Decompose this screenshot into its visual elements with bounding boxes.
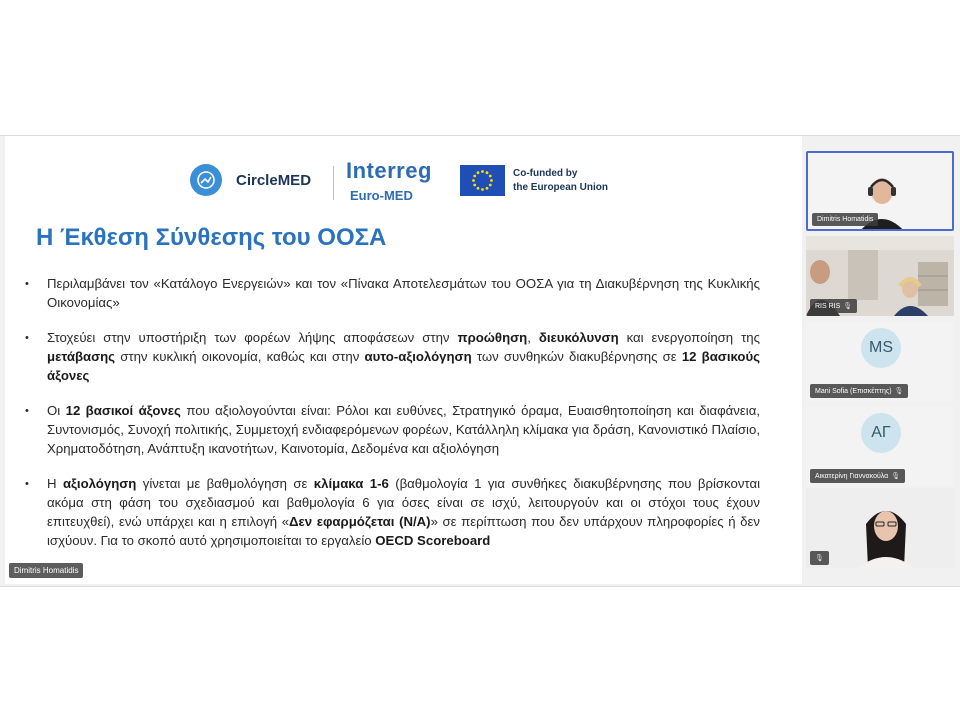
cofunded-line-2: the European Union xyxy=(513,182,608,193)
bullet-text: Στοχεύει στην υποστήριξη των φορέων λήψης αποφάσεων στην προώθηση, διευκόλυνση και ενεργοποίηση της μετάβασης στην κυκλική οικονομία, καθώς και στην αυτο-αξιολόγηση των συνθηκών διακυβέρνησης σε 12 βασικούς άξονες xyxy=(47,330,761,383)
participant-tile-woman[interactable] xyxy=(806,488,954,568)
mic-muted-icon: 🎙 xyxy=(815,555,824,562)
cofunded-line-1: Co-funded by xyxy=(513,168,578,179)
euromed-logo-text: Euro-MED xyxy=(350,188,413,203)
eu-flag-icon xyxy=(460,165,505,196)
logo-strip xyxy=(180,154,628,212)
bullet-text: Οι 12 βασικοί άξονες που αξιολογούνται είναι: Ρόλοι και ευθύνες, Στρατηγικό όραμα, Ευαισθητοποίηση και διαφάνεια, Συντονισμός, Συνοχή πολιτικής, Συμμετοχή ενδιαφερόμενων φορέων, Κατάλληλη κλίμακα για δράση, Κανονιστικό Πλαίσιο, Χρηματοδότηση, Ανάπτυξη ικανοτήτων, Καινοτομία, Δεδομένα και αξιολόγηση xyxy=(47,403,761,456)
bullet-marker: • xyxy=(25,332,29,344)
logo-divider xyxy=(333,166,334,200)
bullet-item xyxy=(25,474,760,550)
bullet-text: Η αξιολόγηση γίνεται με βαθμολόγηση σε κλίμακα 1-6 (βαθμολογία 1 για συνθήκες διακυβέρνησης που βρίσκονται ακόμα στη φάση του σχεδιασμού και βαθμολογία 6 για όσες είναι σε ισχύ, λειτουργούν και οι στόχοι τους έχουν επιτευχθεί), ενώ υπάρχει και η επιλογή «Δεν εφαρμόζεται (N/A)» σε περίπτωση που δεν υπάρχουν πληροφορίες ή δεν ισχύουν. Για το σκοπό αυτό χρησιμοποιείται το εργαλείο OECD Scoreboard xyxy=(47,476,760,548)
mic-muted-icon: 🎙 xyxy=(894,388,904,395)
bullet-marker: • xyxy=(25,278,29,290)
participant-tile-mani-sofia[interactable] xyxy=(806,321,954,401)
shared-slide xyxy=(5,136,802,584)
bullet-item xyxy=(25,401,760,458)
bullet-item xyxy=(25,328,760,385)
bullet-text: Περιλαμβάνει τον «Κατάλογο Ενεργειών» και τον «Πίνακα Αποτελεσμάτων του ΟΟΣΑ για τη Διακυβέρνηση της Κυκλικής Οικονομίας» xyxy=(47,276,760,310)
avatar: MS xyxy=(861,328,901,368)
meeting-window xyxy=(0,135,960,587)
circlemed-logo-icon xyxy=(190,164,222,196)
presenter-name-tag: Dimitris Homatidis xyxy=(9,563,83,578)
bullet-marker: • xyxy=(25,405,29,417)
participant-tile-aikaterini[interactable] xyxy=(806,406,954,486)
mic-muted-icon: 🎙 xyxy=(843,303,853,310)
cofunded-text xyxy=(513,167,608,195)
participant-mic-badge xyxy=(810,551,829,565)
bullet-item xyxy=(25,274,760,312)
participant-name: Dimitris Homatidis xyxy=(812,213,878,226)
slide-title: Η Έκθεση Σύνθεσης του ΟΟΣΑ xyxy=(36,224,387,251)
participant-name: RIS RIS 🎙 xyxy=(810,299,857,313)
participant-tile-dimitris[interactable] xyxy=(806,151,954,231)
bullet-marker: • xyxy=(25,478,29,490)
slide-bullets xyxy=(25,274,760,566)
interreg-logo-text: Interreg xyxy=(346,158,432,183)
participant-name: Mani Sofia (Επισκέπτης) 🎙 xyxy=(810,384,908,398)
participant-tile-ris[interactable] xyxy=(806,236,954,316)
avatar: ΑΓ xyxy=(861,413,901,453)
circlemed-logo-text: CircleMED xyxy=(236,172,312,189)
mic-muted-icon: 🎙 xyxy=(891,473,901,480)
participant-name: Αικατερίνη Γιαννακούλα 🎙 xyxy=(810,469,905,483)
